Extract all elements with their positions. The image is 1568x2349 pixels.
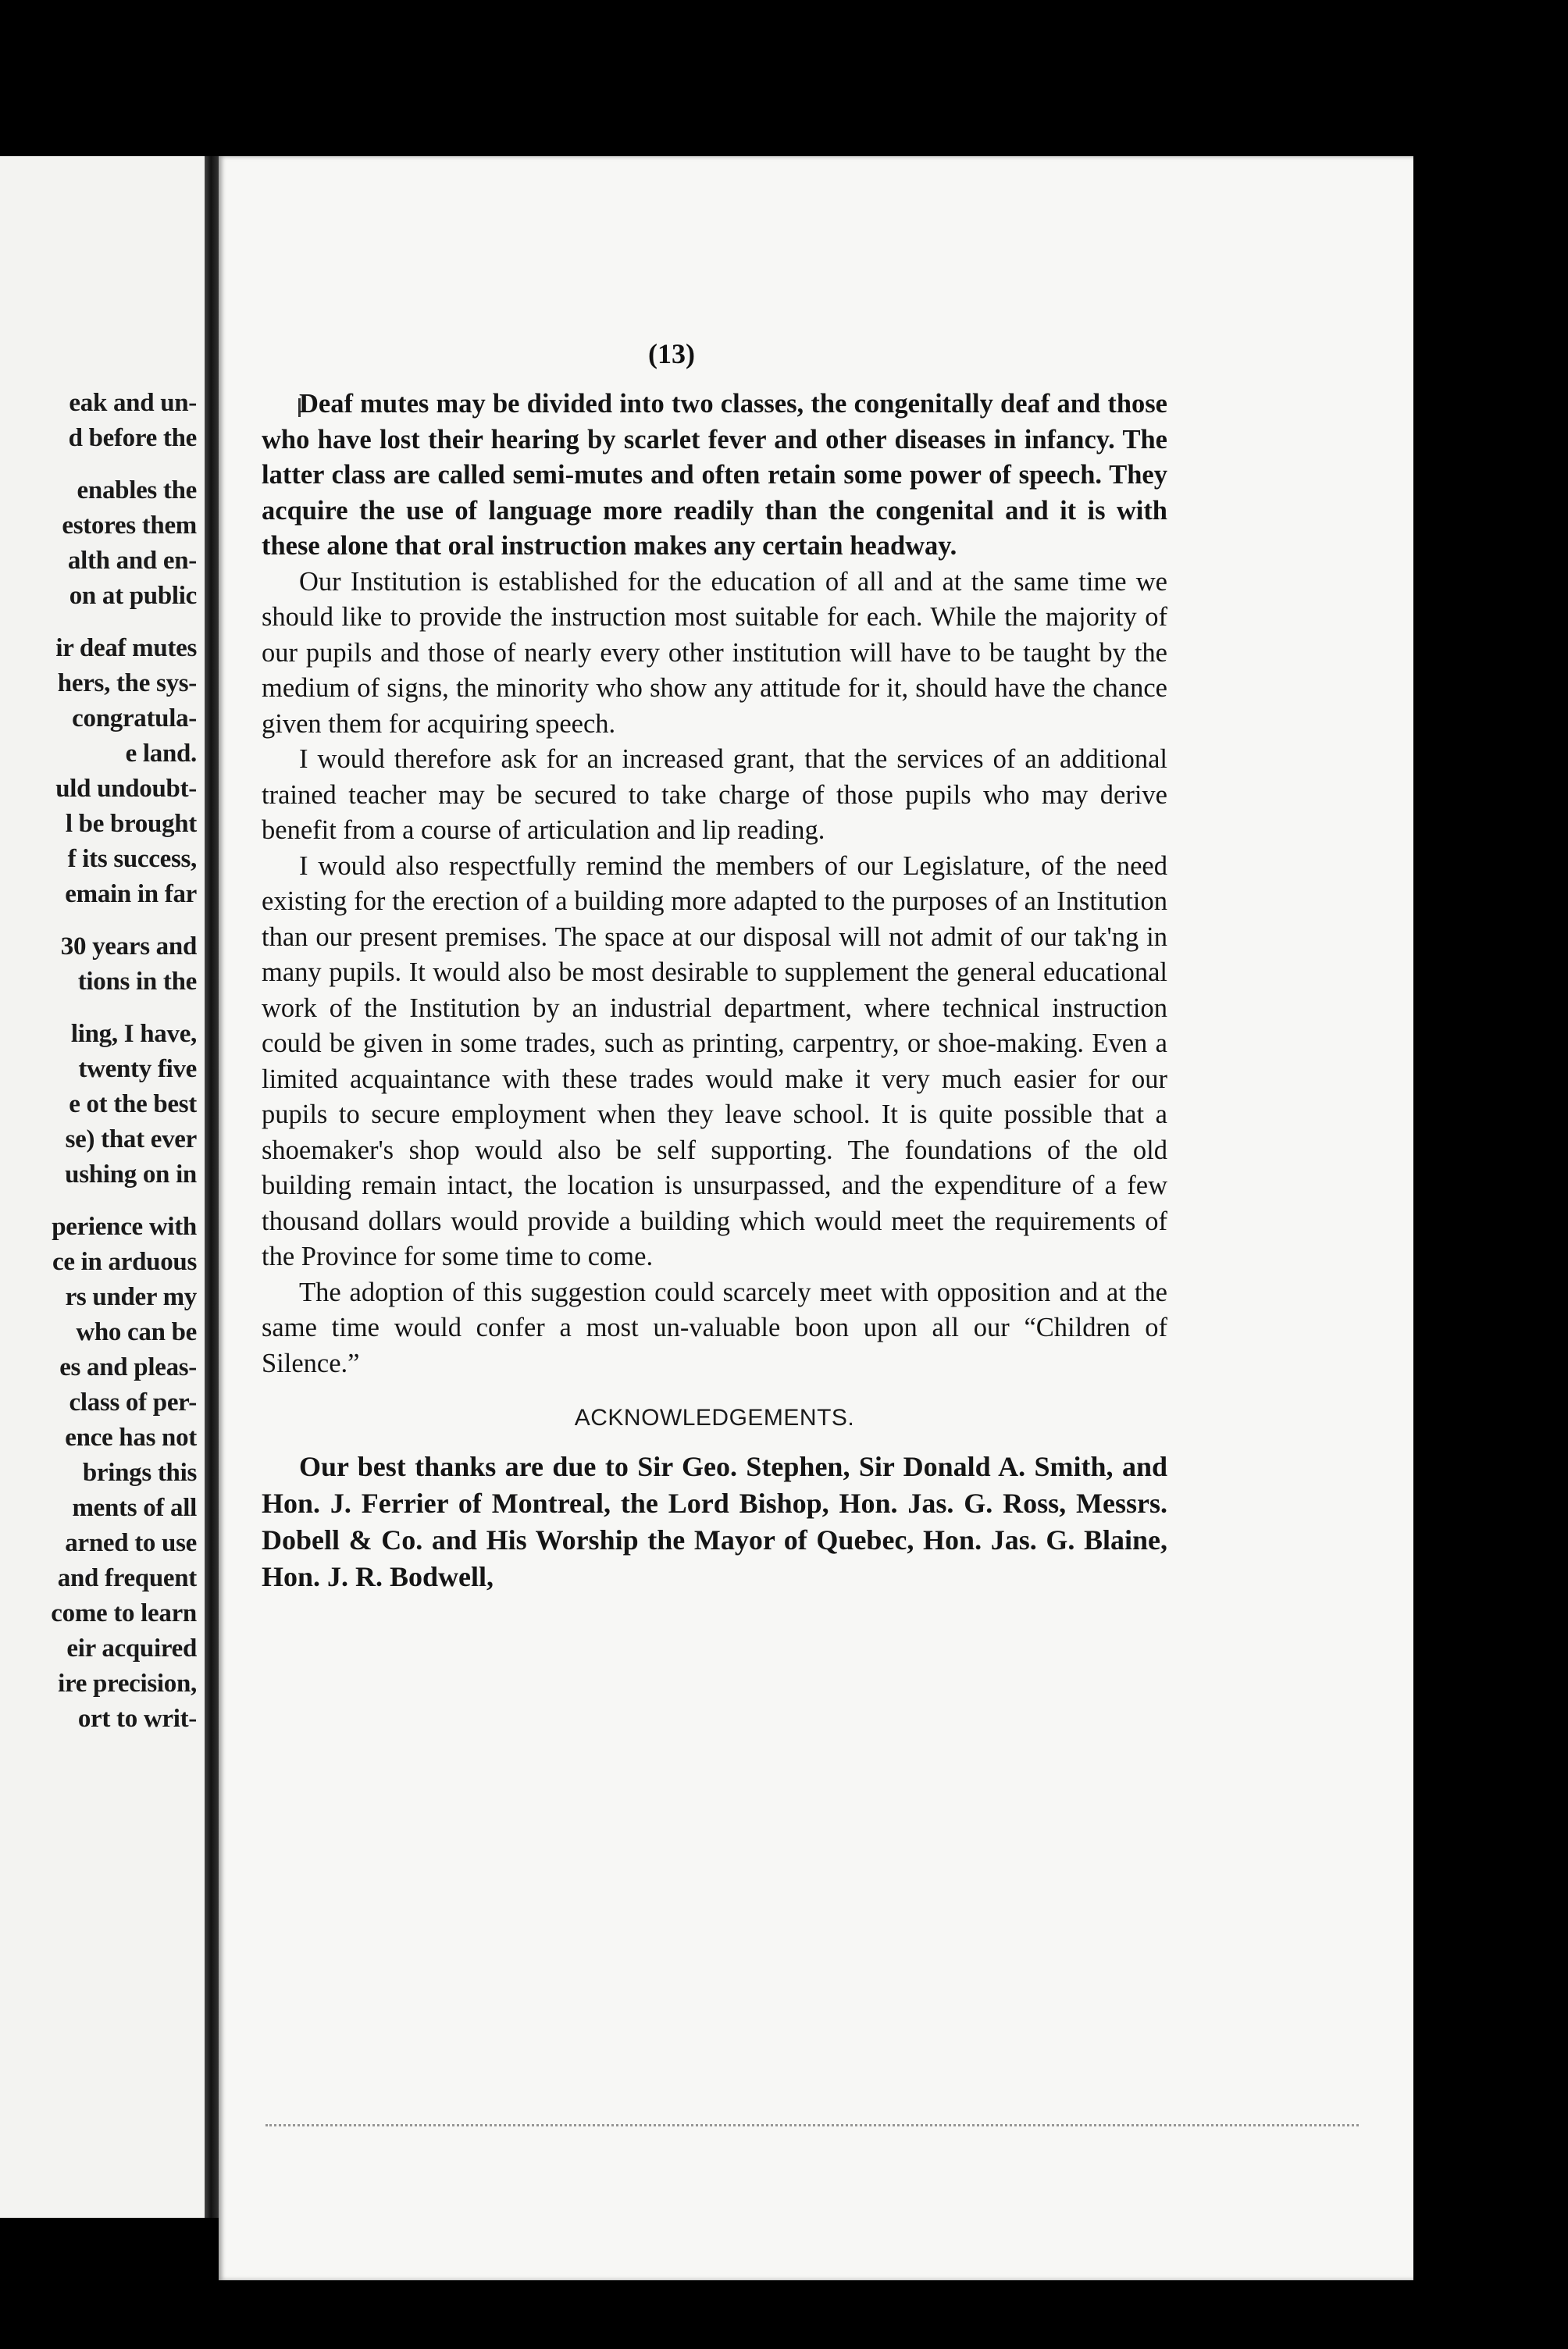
previous-page-line: estores them xyxy=(62,512,197,540)
previous-page-line: brings this xyxy=(82,1459,197,1487)
previous-page-line: class of per- xyxy=(69,1388,197,1417)
previous-page-line: rs under my xyxy=(65,1283,197,1311)
previous-page-line: ments of all xyxy=(72,1494,197,1522)
previous-page-line: and frequent xyxy=(57,1564,197,1592)
previous-page-line: come to learn xyxy=(51,1599,197,1627)
previous-page-line: hers, the sys- xyxy=(57,669,197,697)
paragraph-grant: I would therefore ask for an increased grant, that the services of an additional trained teacher may be secured to take charge of those pupils who may derive benefit from a course of articulation and lip reading. xyxy=(262,744,1167,845)
previous-page-line: ce in arduous xyxy=(52,1248,197,1276)
previous-page-line: perience with xyxy=(52,1213,197,1241)
paragraph-adoption: The adoption of this suggestion could scarcely meet with opposition and at the same time would confer a most un-valuable boon upon all our “Children of Silence.” xyxy=(262,1277,1167,1378)
previous-page-line: es and pleas- xyxy=(59,1353,197,1381)
previous-page-line: uld undoubt- xyxy=(55,775,197,803)
previous-page-line: twenty five xyxy=(78,1055,197,1083)
paragraph-building: I would also respectfully remind the members of our Legislature, of the need existing for the erection of a building more adapted to the purposes of an Institution than our present premises. The space at our disposal will not admit of our tak'ng in many pupils. It would also be most desirable to supplement the general educational work of the Institution by an industrial department, where technical instruction could be given in some trades, such as printing, carpentry, or shoe-making. Even a limited acquaintance with these trades would make it very much easier for our pupils to secure employment when they leave school. It is quite possible that a shoemaker's shop would also be self supporting. The foundations of the old building remain intact, the location is unsurpassed, and the expenditure of a few thousand dollars would provide a building which would meet the requirements of the Province for some time to come. xyxy=(262,850,1167,1271)
previous-page-line: e land. xyxy=(125,740,197,768)
previous-page-line: arned to use xyxy=(65,1529,197,1557)
page-body xyxy=(262,387,1167,1595)
paragraph-classes: Deaf mutes may be divided into two classes, the congenitally deaf and those who have lost their hearing by scarlet fever and other diseases in infancy. The latter class are called semi-mutes and often retain some power of speech. They acquire the use of language more readily than the congenital and it is with these alone that oral instruction makes any certain headway. xyxy=(262,389,1167,561)
previous-page-line: l be brought xyxy=(65,810,197,838)
previous-page-line: enables the xyxy=(77,476,197,504)
previous-page-line: ling, I have, xyxy=(70,1020,197,1048)
previous-page-line: who can be xyxy=(76,1318,197,1346)
previous-page-line: emain in far xyxy=(65,880,197,908)
previous-page-line: ushing on in xyxy=(65,1160,197,1189)
previous-page-line: ence has not xyxy=(65,1424,197,1452)
previous-page-line: eir acquired xyxy=(66,1634,197,1663)
acknowledgements-heading: ACKNOWLEDGEMENTS. xyxy=(574,1405,855,1431)
previous-page-fragment xyxy=(0,156,205,2218)
previous-page-line: on at public xyxy=(69,582,197,610)
page-number: (13) xyxy=(648,338,695,369)
previous-page-line: ir deaf mutes xyxy=(55,634,197,662)
acknowledgements-text: Our best thanks are due to Sir Geo. Stephen, Sir Donald A. Smith, and Hon. J. Ferrier of Montreal, the Lord Bishop, Hon. Jas. G. Ross, Messrs. Dobell & Co. and His Worship the Mayor of Quebec, Hon. Jas. G. Blaine, Hon. J. R. Bodwell, xyxy=(262,1450,1167,1592)
page-thirteen xyxy=(219,156,1413,2280)
previous-page-line: alth and en- xyxy=(67,547,197,575)
previous-page-line: d before the xyxy=(68,424,197,452)
previous-page-line: ire precision, xyxy=(58,1670,197,1698)
previous-page-line: f its success, xyxy=(67,845,197,873)
previous-page-line: eak and un- xyxy=(69,389,197,417)
previous-page-line: congratula- xyxy=(72,704,197,733)
previous-page-line: ort to writ- xyxy=(77,1705,197,1733)
previous-page-line: 30 years and xyxy=(60,932,197,961)
paragraph-institution: Our Institution is established for the education of all and at the same time we should like to provide the instruction most suitable for each. While the majority of our pupils and those of nearly every other institution will have to be taught by the medium of signs, the minority who show any attitude for it, should have the chance given them for acquiring speech. xyxy=(262,566,1167,739)
previous-page-line: se) that ever xyxy=(65,1125,197,1153)
binding-gutter xyxy=(205,156,219,2218)
previous-page-line: tions in the xyxy=(77,968,197,996)
bottom-specks xyxy=(265,2124,1359,2133)
previous-page-line: e ot the best xyxy=(69,1090,197,1118)
